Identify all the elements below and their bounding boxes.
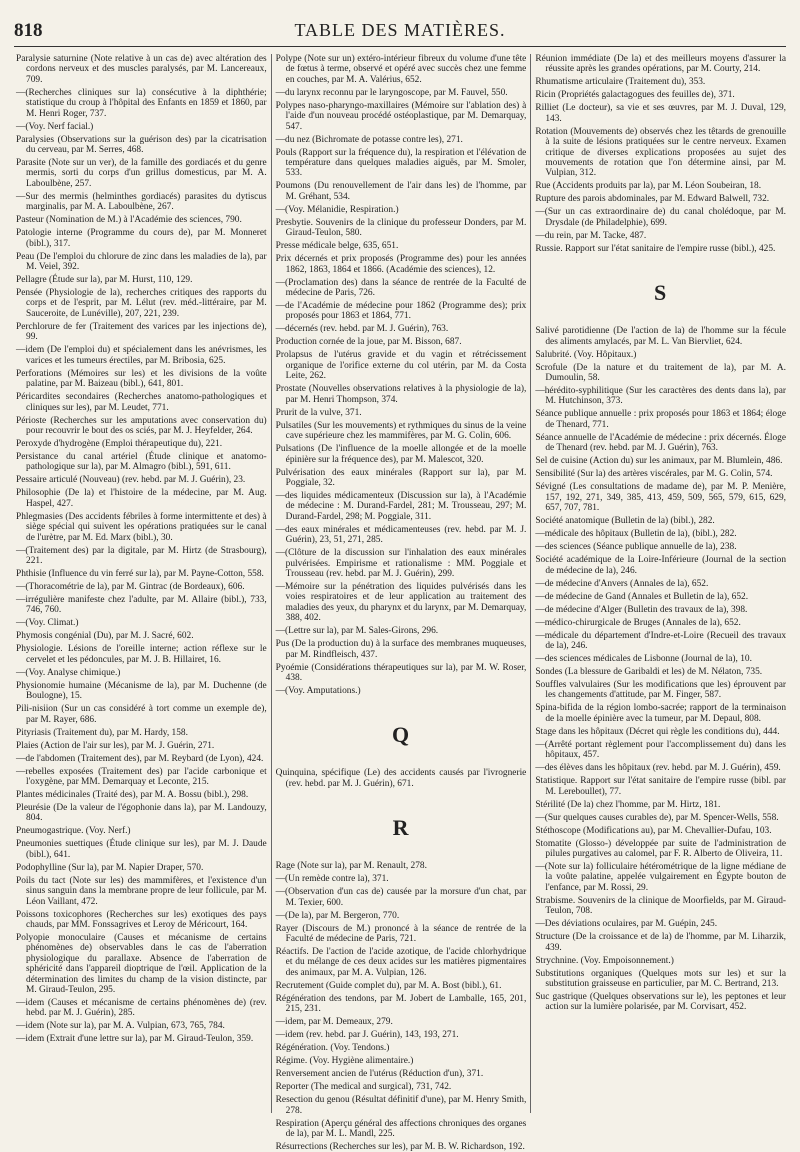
index-entry: Prostate (Nouvelles observations relatives à la physiologie de la), par M. Henri Thompson, 374.	[275, 384, 527, 405]
index-entry: —médico-chirurgicale de Bruges (Annales de la), 652.	[535, 617, 741, 628]
index-entry: —(Arrêté portant règlement pour l'accomplissement du) dans les hôpitaux, 457.	[535, 739, 787, 761]
index-entry: —(Voy. Nerf facial.)	[16, 121, 94, 132]
index-entry: Phthisie (Influence du vin ferré sur la), par M. Payne-Cotton, 558.	[16, 568, 264, 579]
index-entry: —(Observation d'un cas de) causée par la morsure d'un chat, par M. Texier, 600.	[275, 887, 527, 908]
index-entry: Statistique. Rapport sur l'état sanitaire de l'empire russe (bibl. par M. Lereboullet), 77.	[535, 776, 787, 797]
index-entry: Réactifs. De l'action de l'acide azotique, de l'acide chlorhydrique et du mélange de ces deux acides sur les matières pigmentaires des animaux, par M. A. Vulpian, 126.	[275, 947, 527, 978]
index-entry: —Des déviations oculaires, par M. Guépin, 245.	[535, 919, 718, 930]
index-entry: Pulsatiles (Sur les mouvements) et rythmiques du sinus de la veine cave supérieure chez les mammifères, par M. G. Colin, 606.	[275, 420, 527, 442]
index-entry: Pasteur (Nomination de M.) à l'Académie des sciences, 790.	[16, 215, 242, 226]
index-entry: Pleurésie (De la valeur de l'égophonie dans la), par M. Landouzy, 804.	[16, 802, 267, 824]
index-entry: —(Voy. Analyse chimique.)	[16, 667, 121, 678]
index-entry: Paralysie saturnine (Note relative à un cas de) avec altération des cordons nerveux et des muscles paralysés, par M. Lancereaux, 709.	[16, 54, 267, 85]
section-letter-heading: Q	[391, 722, 411, 748]
index-entry: Peau (De l'emploi du chlorure de zinc dans les maladies de la), par M. Veiel, 392.	[16, 251, 267, 273]
index-column-right	[530, 54, 790, 1113]
index-entry: —(Un remède contre la), 371.	[275, 874, 389, 885]
index-entry: Rilliet (Le docteur), sa vie et ses œuvres, par M. J. Duval, 129, 143.	[535, 103, 787, 124]
index-entry: Quinquina, spécifique (Le) des accidents causés par l'ivrognerie (rev. hebd. par M. J. Guérin), 671.	[275, 768, 527, 789]
index-entry: Périoste (Recherches sur les amputations avec conservation du) pour recouvrir le bout des os sciés, par M. J. Heyfelder, 264.	[16, 415, 267, 436]
index-entry: —idem (Causes et mécanisme de certains phénomènes de) (rev. hebd. par M. J. Guérin), 285.	[16, 998, 267, 1019]
index-entry: Pulvérisation des eaux minérales (Rapport sur la), par M. Poggiale, 32.	[275, 467, 527, 488]
page-header	[14, 20, 786, 47]
index-entry: —(Voy. Climat.)	[16, 618, 79, 629]
index-entry: Péricardites secondaires (Recherches anatomo-pathologiques et cliniques sur les), par M. Leudet, 771.	[16, 392, 267, 413]
index-entry: —de médecine d'Alger (Bulletin des travaux de la), 398.	[535, 604, 748, 615]
index-entry: Presse médicale belge, 635, 651.	[275, 241, 399, 252]
page-number: 818	[14, 20, 43, 41]
index-entry: Rage (Note sur la), par M. Renault, 278.	[275, 861, 427, 872]
index-entry: —(Voy. Mélanidie, Respiration.)	[275, 204, 399, 215]
index-entry: Pessaire articulé (Nouveau) (rev. hebd. par M. J. Guérin), 23.	[16, 475, 246, 486]
index-entry: Physionomie humaine (Mécanisme de la), par M. Duchenne (de Boulogne), 15.	[16, 680, 267, 702]
index-entry: —des élèves dans les hôpitaux (rev. hebd. par M. J. Guérin), 459.	[535, 763, 781, 774]
index-entry: Plantes médicinales (Traité des), par M. A. Bossu (bibl.), 298.	[16, 789, 249, 800]
index-entry: —(De la), par M. Bergeron, 770.	[275, 910, 400, 921]
index-entry: —décernés (rev. hebd. par M. J. Guérin), 763.	[275, 324, 449, 335]
index-entry: Résurrections (Recherches sur les), par M. B. W. Richardson, 192.	[275, 1142, 525, 1152]
index-entry: Polypes naso-pharyngo-maxillaires (Mémoire sur l'ablation des) à l'aide d'un nouveau procédé ostéoplastique, par M. Demarquay, 547.	[275, 100, 527, 132]
index-entry: —de médecine d'Anvers (Annales de la), 652.	[535, 578, 709, 589]
index-entry: Poissons toxicophores (Recherches sur les) exotiques des pays chauds, par MM. Fonssagrives et Leroy de Méricourt, 164.	[16, 909, 267, 930]
index-entry: —des sciences (Séance publique annuelle de la), 238.	[535, 542, 737, 553]
index-entry: —des liquides médicamenteux (Discussion sur la), à l'Académie de médecine : M. Durand-Fardel, 281; M. Trousseau, 297; M. Durand-Fardel, 298; M. Poggiale, 311.	[275, 490, 527, 522]
index-entry: —idem (De l'emploi du) et spécialement dans les anévrismes, les varices et les tumeurs érectiles, par M. Bribosia, 625.	[16, 345, 267, 366]
index-entry: Rue (Accidents produits par la), par M. Léon Soubeiran, 18.	[535, 181, 762, 192]
index-entry: —rebelles exposées (Traitement des) par l'acide carbonique et l'oxygène, par MM. Demarquay et Leconte, 215.	[16, 766, 267, 787]
index-entry: Régénération. (Voy. Tendons.)	[275, 1043, 390, 1054]
index-entry: Poumons (Du renouvellement de l'air dans les) de l'homme, par M. Gréhant, 534.	[275, 181, 527, 202]
index-entry: Russie. Rapport sur l'état sanitaire de l'empire russe (bibl.), 425.	[535, 243, 776, 254]
index-entry: —de l'Académie de médecine pour 1862 (Programme des); prix proposés pour 1863 et 1864, 771.	[275, 301, 527, 322]
section-letter-heading: S	[654, 280, 668, 306]
index-entry: —des sciences médicales de Lisbonne (Journal de la), 10.	[535, 653, 752, 664]
index-entry: Plaies (Action de l'air sur les), par M. J. Guérin, 271.	[16, 740, 215, 751]
index-entry: —du nez (Bichromate de potasse contre les), 271.	[275, 134, 463, 145]
index-entry: Prurit de la vulve, 371.	[275, 407, 362, 418]
index-entry: Prix décernés et prix proposés (Programme des) pour les années 1862, 1863, 1864 et 1866. (Académie des sciences), 12.	[275, 254, 527, 275]
index-entry: Ricin (Propriétés galactagogues des feuilles de), 371.	[535, 90, 735, 101]
index-entry: Physiologie. Lésions de l'oreille interne; action réflexe sur le cervelet et les pédoncules, par M. J. B. Hillairet, 16.	[16, 644, 267, 665]
index-entry: Substitutions organiques (Quelques mots sur les) et sur la substitution graisseuse en particulier, par M. C. Bertrand, 213.	[535, 968, 787, 989]
index-entry: Pneumonies suettiques (Étude clinique sur les), par M. J. Daude (bibl.), 641.	[16, 839, 267, 860]
index-entry: —médicale du département d'Indre-et-Loire (Recueil des travaux de la), 246.	[535, 630, 787, 651]
index-entry: —idem, par M. Demeaux, 279.	[275, 1017, 393, 1028]
index-entry: —idem (Extrait d'une lettre sur la), par M. Giraud-Teulon, 359.	[16, 1034, 254, 1045]
index-entry: Pityriasis (Traitement du), par M. Hardy, 158.	[16, 727, 188, 738]
index-entry: Philosophie (De la) et l'histoire de la médecine, par M. Aug. Haspel, 427.	[16, 488, 267, 509]
index-entry: Pneumogastrique. (Voy. Nerf.)	[16, 826, 131, 837]
index-entry: —(Proclamation des) dans la séance de rentrée de la Faculté de médecine de Paris, 726.	[275, 277, 527, 299]
index-entry: Société anatomique (Bulletin de la) (bibl.), 282.	[535, 516, 715, 527]
index-entry: Sévigné (Les consultations de madame de), par M. P. Menière, 157, 192, 271, 349, 385, 413, 459, 509, 565, 579, 615, 629, 657, 707, 781.	[535, 482, 787, 514]
index-entry: Structure (De la croissance et de la) de l'homme, par M. Liharzik, 439.	[535, 932, 787, 953]
index-entry: —du larynx reconnu par le laryngoscope, par M. Fauvel, 550.	[275, 87, 508, 98]
index-entry: Stérilité (De la) chez l'homme, par M. Hirtz, 181.	[535, 799, 721, 810]
index-entry: Rhumatisme articulaire (Traitement du), 353.	[535, 77, 706, 88]
index-entry: Paralysies (Observations sur la guérison des) par la cicatrisation du cerveau, par M. Serres, 468.	[16, 134, 267, 156]
index-entry: —(Lettre sur la), par M. Sales-Girons, 296.	[275, 626, 439, 637]
index-entry: —(Note sur la) folliculaire hétérométrique de la ligne médiane de la voûte palatine, appelée vulgairement en Égypte bouton de l'enfance, par M. Rossi, 29.	[535, 861, 787, 893]
index-entry: —(Sur un cas extraordinaire de) du canal cholédoque, par M. Drysdale (de Philadelphie), 699.	[535, 207, 787, 228]
index-entry: Pus (De la production du) à la surface des membranes muqueuses, par M. Rindfleisch, 437.	[275, 639, 527, 660]
index-entry: Pensée (Physiologie de la), recherches critiques des rapports du corps et de l'esprit, par M. Lélut (rev. méd.-littéraire, par M. Sauceroite, de Lunéville), 207, 221, 239.	[16, 288, 267, 319]
index-column-left	[12, 54, 271, 1113]
index-entry: —Sur des mermis (helminthes gordiacés) parasites du dytiscus marginalis, par M. A. Laboulbène, 267.	[16, 191, 267, 213]
index-entry: Polyopie monoculaire (Causes et mécanisme de certains phénomènes de) observables dans le cas de l'aberration physiologique du parallaxe. Absence de l'aberration de sphéricité dans l'appareil dioptrique de l'œil. Application de la détermination des limites du champ de la vision distincte, par M. Giraud-Teulon, 295.	[16, 933, 267, 996]
index-entry: Reporter (The medical and surgical), 731, 742.	[275, 1082, 452, 1093]
index-entry: Stéthoscope (Modifications au), par M. Chevallier-Dufau, 103.	[535, 825, 772, 836]
index-entry: —idem (Note sur la), par M. A. Vulpian, 673, 765, 784.	[16, 1021, 225, 1032]
index-entry: Production cornée de la joue, par M. Bisson, 687.	[275, 337, 462, 348]
index-entry: —de l'abdomen (Traitement des), par M. Reybard (de Lyon), 424.	[16, 753, 264, 764]
index-entry: Persistance du canal artériel (Étude clinique et anatomo-pathologique sur la), par M. Almagro (bibl.), 591, 611.	[16, 451, 267, 473]
index-entry: Pellagre (Étude sur la), par M. Hurst, 110, 129.	[16, 275, 193, 286]
index-entry: Phymosis congénial (Du), par M. J. Sacré, 602.	[16, 631, 194, 642]
index-entry: Podophylline (Sur la), par M. Napier Draper, 570.	[16, 862, 204, 873]
index-entry: Salubrité. (Voy. Hôpitaux.)	[535, 349, 637, 360]
index-entry: —irrégulière manifeste chez l'adulte, par M. Allaire (bibl.), 733, 746, 760.	[16, 594, 267, 616]
index-entry: Pulsations (De l'influence de la moelle allongée et de la moelle épinière sur la fréquence des), par M. Malescot, 320.	[275, 444, 527, 465]
index-entry: Poils du tact (Note sur les) des mammifères, et l'existence d'un sinus sanguin dans la membrane propre de leur follicule, par M. Léon Vaillant, 472.	[16, 875, 267, 907]
index-entry: Perchlorure de fer (Traitement des varices par les injections de), 99.	[16, 321, 267, 343]
index-entry: Perforations (Mémoires sur les) et les divisions de la voûte palatine, par M. Baizeau (bibl.), 641, 801.	[16, 368, 267, 390]
index-entry: —de médecine de Gand (Annales et Bulletin de la), 652.	[535, 591, 749, 602]
index-columns	[12, 54, 790, 1152]
index-entry: Pili-nisiion (Sur un cas considéré à tort comme un exemple de), par M. Rayer, 686.	[16, 704, 267, 725]
index-entry: Peroxyde d'hydrogène (Emploi thérapeutique du), 221.	[16, 438, 223, 449]
index-entry: Sel de cuisine (Action du) sur les animaux, par M. Blumlein, 486.	[535, 456, 783, 467]
index-entry: Scrofule (De la nature et du traitement de la), par M. A. Dumoulin, 58.	[535, 362, 787, 384]
index-entry: Séance publique annuelle : prix proposés pour 1863 et 1864; éloge de Thenard, 771.	[535, 409, 787, 430]
index-entry: Sensibilité (Sur la) des artères viscérales, par M. G. Colin, 574.	[535, 469, 773, 480]
index-entry: Rupture des parois abdominales, par M. Edward Balwell, 732.	[535, 194, 770, 205]
index-entry: —idem (rev. hebd. par J. Guérin), 143, 193, 271.	[275, 1030, 459, 1041]
section-letter-heading: R	[392, 815, 410, 841]
index-entry: —hérédito-syphilitique (Sur les caractères des dents dans la), par M. Hutchinson, 373.	[535, 386, 787, 407]
index-entry: Suc gastrique (Quelques observations sur le), les peptones et leur action sur la lumière polarisée, par M. Corvisart, 452.	[535, 991, 787, 1013]
index-entry: Régénération des tendons, par M. Jobert de Lamballe, 165, 201, 215, 231.	[275, 993, 527, 1015]
index-entry: Stage dans les hôpitaux (Décret qui règle les conditions du), 444.	[535, 726, 780, 737]
index-entry: Régime. (Voy. Hygiène alimentaire.)	[275, 1056, 414, 1067]
index-entry: —médicale des hôpitaux (Bulletin de la), (bibl.), 282.	[535, 529, 737, 540]
index-entry: Séance annuelle de l'Académie de médecine : prix décernés. Éloge de Thenard (rev. hebd. par M. J. Guérin), 763.	[535, 432, 787, 454]
index-entry: —du rein, par M. Tacke, 487.	[535, 230, 647, 241]
index-column-middle	[271, 54, 531, 1152]
index-entry: Souffles valvulaires (Sur les modifications que les) éprouvent par les changements d'attitude, par M. Finger, 587.	[535, 679, 787, 701]
index-entry: Sondes (La blessure de Garibaldi et les) de M. Nélaton, 735.	[535, 666, 763, 677]
index-entry: —Mémoire sur la pénétration des liquides pulvérisés dans les voies respiratoires et de leur application au traitement des maladies des yeux, du pharynx et du larynx, par M. Demarquay, 388, 402.	[275, 581, 527, 624]
index-entry: Renversement ancien de l'utérus (Réduction d'un), 371.	[275, 1069, 484, 1080]
index-entry: Prolapsus de l'utérus gravide et du vagin et rétrécissement organique de l'orifice externe du col utérin, par M. da Costa Leite, 262.	[275, 350, 527, 382]
index-entry: Réunion immédiate (De la) et des meilleurs moyens d'assurer la réussite après les grandes opérations, par M. Courty, 214.	[535, 54, 787, 75]
index-entry: —des eaux minérales et médicamenteuses (rev. hebd. par M. J. Guérin), 23, 51, 271, 285.	[275, 524, 527, 546]
index-entry: Pyoémie (Considérations thérapeutiques sur la), par M. W. Roser, 438.	[275, 662, 527, 683]
index-entry: Parasite (Note sur un ver), de la famille des gordiacés et du genre mermis, sorti du corps d'un grillus domesticus, par M. A. Laboulbène, 257.	[16, 158, 267, 189]
index-entry: Patologie interne (Programme du cours de), par M. Monneret (bibl.), 317.	[16, 228, 267, 249]
index-entry: Rayer (Discours de M.) prononcé à la séance de rentrée de la Faculté de médecine de Paris, 721.	[275, 923, 527, 944]
index-entry: —(Recherches cliniques sur la) consécutive à la diphthérie; statistique du croup à l'hôpital des Enfants en 1859 et 1860, par M. Henri Roger, 737.	[16, 87, 267, 119]
index-entry: Salivé parotidienne (De l'action de la) de l'homme sur la fécule des aliments amylacés, par M. L. Van Biervliet, 624.	[535, 326, 787, 347]
index-entry: Recrutement (Guide complet du), par M. A. Bost (bibl.), 61.	[275, 980, 502, 991]
index-entry: Phlegmasies (Des accidents fébriles à forme intermittente et des) à siège spécial qui suivent les opérations pratiquées sur le canal de l'urètre, par M. Ed. Marx (bibl.), 30.	[16, 511, 267, 543]
index-entry: —(Thoracométrie de la), par M. Gintrac (de Bordeaux), 606.	[16, 581, 245, 592]
index-entry: Respiration (Aperçu général des affections chroniques des organes de la), par M. L. Mandl, 225.	[275, 1118, 527, 1140]
index-entry: —(Sur quelques causes curables de), par M. Spencer-Wells, 558.	[535, 812, 779, 823]
index-entry: Strabisme. Souvenirs de la clinique de Moorfields, par M. Giraud-Teulon, 708.	[535, 895, 787, 917]
running-title: TABLE DES MATIÈRES.	[294, 20, 506, 40]
index-entry: Stomatite (Glosso-) développée par suite de l'administration de pilules purgatives au calomel, par F. R. Alberto de Oliveira, 11.	[535, 838, 787, 859]
index-entry: Polype (Note sur un) extéro-intérieur fibreux du volume d'une tête de fœtus à terme, observé et opéré avec succès chez une femme en couches, par M. A. Valérius, 652.	[275, 54, 527, 85]
index-entry: Société académique de la Loire-Inférieure (Journal de la section de médecine de la), 246.	[535, 555, 787, 576]
index-entry: Presbytie. Souvenirs de la clinique du professeur Donders, par M. Giraud-Teulon, 580.	[275, 217, 527, 239]
index-entry: Pouls (Rapport sur la fréquence du), la respiration et l'élévation de température dans quelques maladies aiguës, par M. Smoler, 533.	[275, 147, 527, 179]
index-entry: —(Voy. Amputations.)	[275, 685, 361, 696]
index-entry: Spina-bifida de la région lombo-sacrée; rapport de la terminaison de la moelle épinière avec la tumeur, par M. Depaul, 808.	[535, 703, 787, 724]
index-entry: Strychnine. (Voy. Empoisonnement.)	[535, 955, 674, 966]
index-entry: —(Traitement des) par la digitale, par M. Hirtz (de Strasbourg), 221.	[16, 545, 267, 566]
index-entry: Rotation (Mouvements de) observés chez les têtards de grenouille à la suite de lésions pratiquées sur le centre nerveux. Examen critique de diverses explications proposées au sujet des mouvements de rotation que l'on détermine ainsi, par M. Vulpian, 312.	[535, 126, 787, 179]
index-entry: —(Clôture de la discussion sur l'inhalation des eaux minérales pulvérisées. Empirisme et rationalisme : MM. Poggiale et Trousseau (rev. hebd. par M. J. Guérin), 299.	[275, 548, 527, 579]
index-entry: Resection du genou (Résultat définitif d'une), par M. Henry Smith, 278.	[275, 1095, 527, 1116]
